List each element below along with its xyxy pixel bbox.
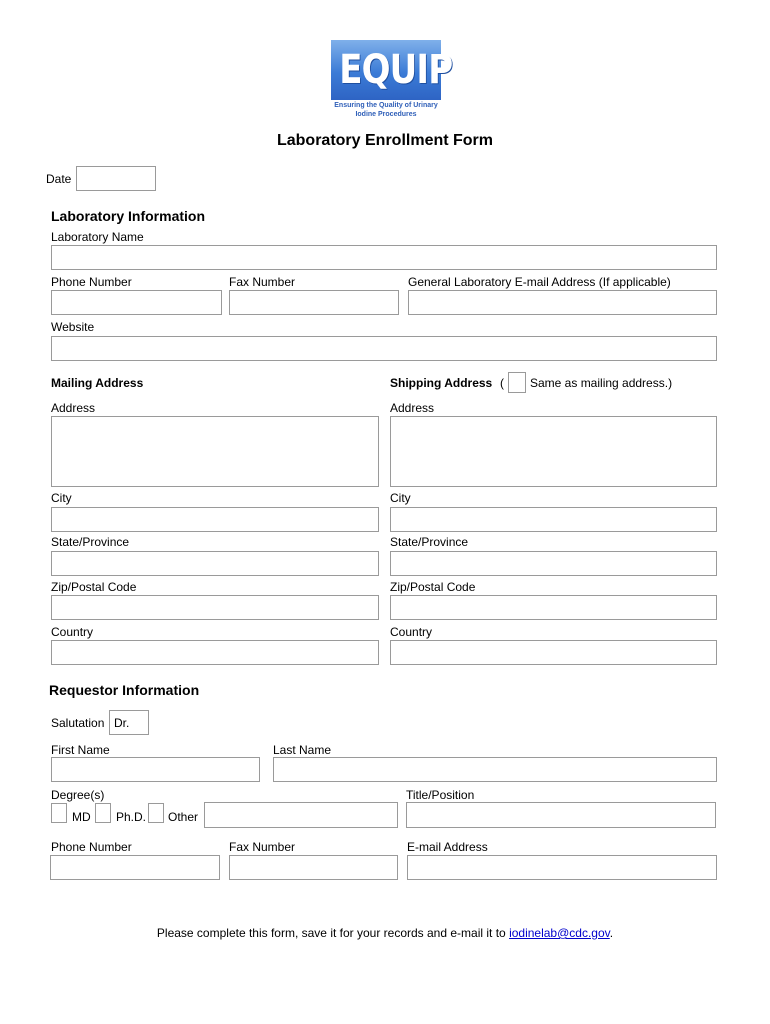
lab-fax-field[interactable] xyxy=(229,290,399,315)
degrees-label: Degree(s) xyxy=(51,788,105,802)
mailing-city-field[interactable] xyxy=(51,507,379,532)
lab-info-heading: Laboratory Information xyxy=(51,208,206,224)
degree-md-checkbox[interactable] xyxy=(51,803,67,823)
shipping-state-field[interactable] xyxy=(390,551,717,576)
mailing-country-label: Country xyxy=(51,625,94,639)
same-as-mailing-label: Same as mailing address.) xyxy=(530,376,673,390)
degree-md-label: MD xyxy=(72,810,91,824)
logo-tagline-line2: Iodine Procedures xyxy=(355,111,417,118)
lab-name-label: Laboratory Name xyxy=(51,230,144,244)
lab-phone-label: Phone Number xyxy=(51,275,132,289)
mailing-address-heading: Mailing Address xyxy=(51,376,144,390)
mailing-address-label: Address xyxy=(51,401,96,415)
requestor-fax-label: Fax Number xyxy=(229,840,296,854)
shipping-country-field[interactable] xyxy=(390,640,717,665)
requestor-fax-field[interactable] xyxy=(229,855,398,880)
requestor-info-heading: Requestor Information xyxy=(49,682,200,698)
first-name-label: First Name xyxy=(51,743,110,757)
page-title: Laboratory Enrollment Form xyxy=(276,132,494,149)
requestor-email-label: E-mail Address xyxy=(407,840,488,854)
lab-email-label: General Laboratory E-mail Address (If applicable) xyxy=(408,275,671,289)
shipping-zip-label: Zip/Postal Code xyxy=(390,580,476,594)
mailing-zip-label: Zip/Postal Code xyxy=(51,580,137,594)
shipping-address-heading: Shipping Address xyxy=(390,376,493,390)
mailing-state-label: State/Province xyxy=(51,535,130,549)
mailing-city-label: City xyxy=(51,491,72,505)
footer-period: . xyxy=(609,926,614,940)
requestor-email-field[interactable] xyxy=(407,855,717,880)
shipping-state-label: State/Province xyxy=(390,535,469,549)
lab-name-field[interactable] xyxy=(51,245,717,270)
salutation-label: Salutation xyxy=(51,716,105,730)
shipping-zip-field[interactable] xyxy=(390,595,717,620)
date-label: Date xyxy=(46,172,72,186)
shipping-city-field[interactable] xyxy=(390,507,717,532)
mailing-state-field[interactable] xyxy=(51,551,379,576)
shipping-address-field[interactable] xyxy=(390,416,717,487)
footer-text: Please complete this form, save it for your records and e-mail it to xyxy=(156,926,510,940)
degree-phd-label: Ph.D. xyxy=(116,810,147,824)
website-field[interactable] xyxy=(51,336,717,361)
first-name-field[interactable] xyxy=(51,757,260,782)
requestor-phone-field[interactable] xyxy=(50,855,220,880)
shipping-address-label: Address xyxy=(390,401,435,415)
same-as-mailing-checkbox[interactable] xyxy=(508,372,526,393)
shipping-city-label: City xyxy=(390,491,411,505)
last-name-field[interactable] xyxy=(273,757,717,782)
title-position-label: Title/Position xyxy=(406,788,475,802)
salutation-field[interactable] xyxy=(109,710,149,735)
footer-instructions xyxy=(0,926,770,940)
degree-phd-checkbox[interactable] xyxy=(95,803,111,823)
website-label: Website xyxy=(51,320,95,334)
logo-tagline-line1: Ensuring the Quality of Urinary xyxy=(334,102,438,109)
date-field[interactable] xyxy=(76,166,156,191)
shipping-country-label: Country xyxy=(390,625,433,639)
email-link[interactable]: iodinelab@cdc.gov xyxy=(509,926,610,940)
mailing-zip-field[interactable] xyxy=(51,595,379,620)
degree-other-checkbox[interactable] xyxy=(148,803,164,823)
lab-fax-label: Fax Number xyxy=(229,275,296,289)
title-position-field[interactable] xyxy=(406,802,716,828)
degree-other-field[interactable] xyxy=(204,802,398,828)
mailing-country-field[interactable] xyxy=(51,640,379,665)
lab-phone-field[interactable] xyxy=(51,290,222,315)
equip-logo xyxy=(331,40,453,100)
lab-email-field[interactable] xyxy=(408,290,717,315)
mailing-address-field[interactable] xyxy=(51,416,379,487)
last-name-label: Last Name xyxy=(273,743,332,757)
shipping-paren: ( xyxy=(500,376,504,390)
requestor-phone-label: Phone Number xyxy=(51,840,132,854)
degree-other-label: Other xyxy=(168,810,199,824)
logo-text: EQUIP xyxy=(339,47,453,93)
